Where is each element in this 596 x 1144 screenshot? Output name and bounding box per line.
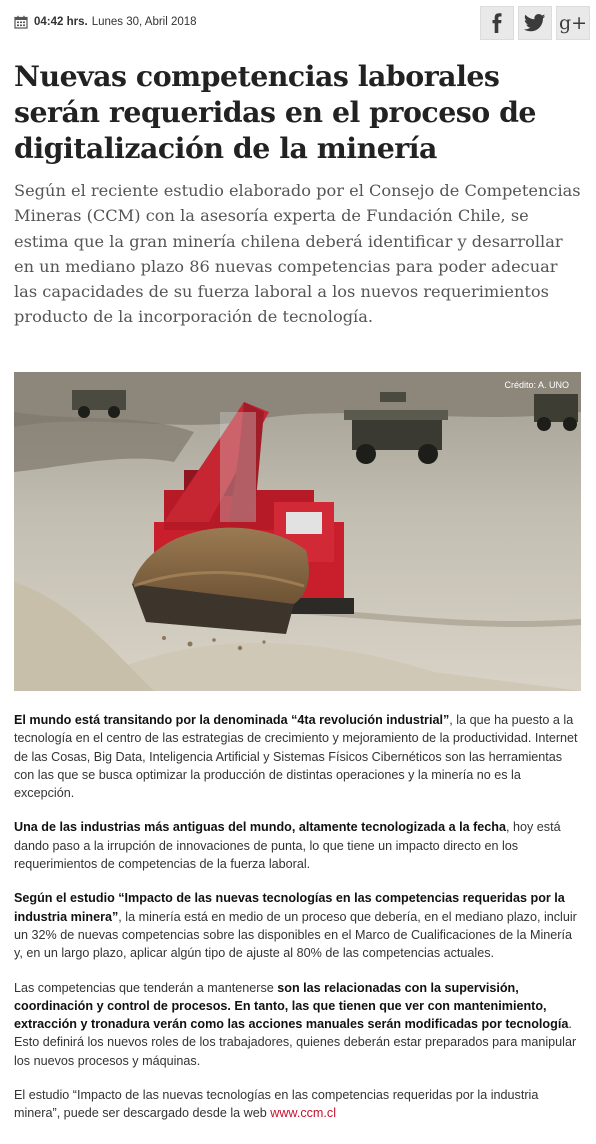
ccm-website-link[interactable]: www.ccm.cl xyxy=(270,1106,337,1121)
paragraph-highlight: Una de las industrias más antiguas del mundo, altamente tecnologizada a la fecha xyxy=(14,820,506,835)
twitter-share-button[interactable] xyxy=(518,6,552,40)
mining-excavator-image xyxy=(14,372,581,691)
article-photo xyxy=(14,372,581,691)
article-lead: Según el reciente estudio elaborado por el Consejo de Competencias Mineras (CCM) con la asesoría experta de Fundación Chile, se estima que la gran minería chilena deberá identificar y desarrollar en un mediano plazo 86 nuevas competencias para poder adecuar las capacidades de su fuerza laboral a los nuevos requerimientos producto de la incorporación de tecnología. xyxy=(14,181,581,327)
paragraph xyxy=(14,711,580,802)
share-buttons xyxy=(480,6,590,40)
twitter-icon xyxy=(524,14,546,32)
article-title: Nuevas competencias laborales serán requeridas en el proceso de digitalización de la minería xyxy=(14,59,536,165)
paragraph-text: . Esto definirá los nuevos roles de los trabajadores, quienes deberán estar preparados para manipular los nuevos procesos y máquinas. xyxy=(14,1017,577,1068)
publish-time: 04:42 hrs. xyxy=(34,16,88,28)
paragraph xyxy=(14,818,580,873)
facebook-icon xyxy=(488,13,506,33)
paragraph-text: Las competencias que tenderán a mantenerse xyxy=(14,980,278,995)
google-plus-icon: g+ xyxy=(558,11,588,34)
google-plus-share-button[interactable] xyxy=(556,6,590,40)
paragraph-text: , la minería está en medio de un proceso que debería, en el mediano plazo, incluir un 32% de nuevas competencias sobre las disponibles en el Marco de Cualificaciones de la Minería y, en un largo plazo, aplicar algún tipo de ajuste al 80% de las competencias actuales. xyxy=(14,909,577,961)
paragraph xyxy=(14,1086,580,1123)
paragraph-highlight: El mundo está transitando por la denominada “4ta revolución industrial” xyxy=(14,713,450,727)
paragraph-text: , la que ha puesto a la tecnología en el centro de las estrategias de crecimiento y mejoramiento de la productividad. Internet de las Cosas, Big Data, Inteligencia Artificial y Sistemas Físicos Cibernéticos son las herramientas con las que se busca optimizar la producción de distintas operaciones y la minería no es la excepción. xyxy=(14,713,578,801)
paragraph-highlight: Según el estudio “Impacto de las nuevas tecnologías en las competencias requeridas por la industria minera” xyxy=(14,891,565,924)
paragraph-text: El estudio “Impacto de las nuevas tecnologías en las competencias requeridas por la industria minera”, puede ser descargado desde la web xyxy=(14,1088,539,1121)
photo-credit: Crédito: A. UNO xyxy=(504,380,569,390)
article-body xyxy=(14,711,580,1139)
publish-date: Lunes 30, Abril 2018 xyxy=(91,16,197,28)
paragraph xyxy=(14,979,580,1070)
facebook-share-button[interactable] xyxy=(480,6,514,40)
paragraph-highlight: son las relacionadas con la supervisión, coordinación y control de procesos. En tanto, las que tienen que ver con mantenimiento, extracción y tronadura verán como las acciones manuales serán modificadas por tecnología xyxy=(14,980,569,1032)
paragraph xyxy=(14,889,580,962)
calendar-icon xyxy=(14,15,28,29)
article-meta xyxy=(14,12,197,32)
paragraph-text: , hoy está dando paso a la irrupción de innovaciones de punta, lo que tiene un impacto directo en los requerimientos de competencias de la fuerza laboral. xyxy=(14,820,561,872)
